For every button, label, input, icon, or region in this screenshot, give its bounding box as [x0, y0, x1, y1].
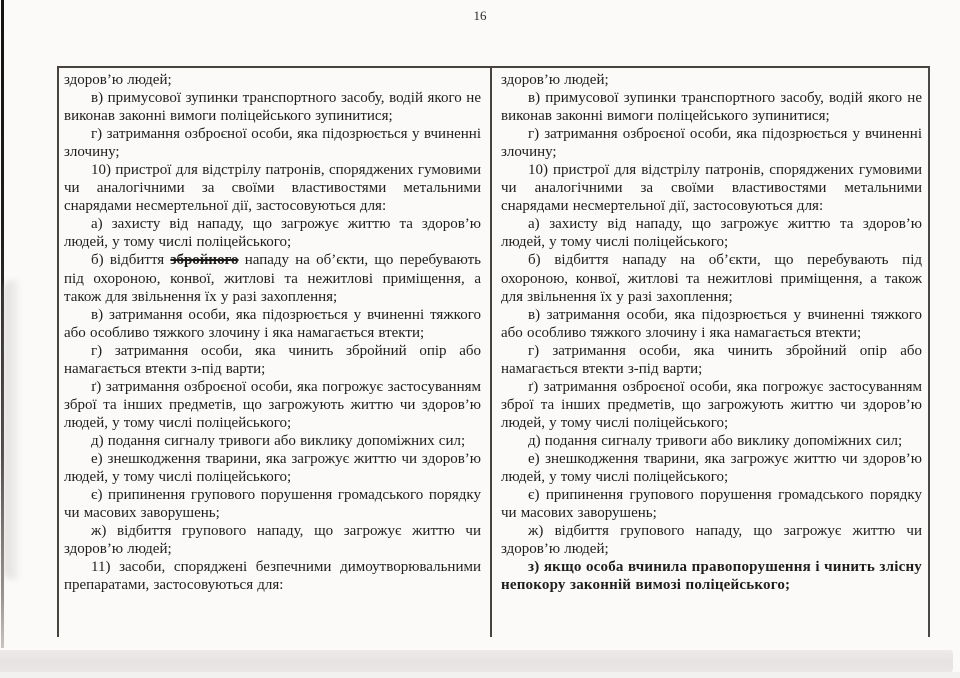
paragraph: е) знешкодження тварини, яка загрожує життю чи здоров’ю людей, у тому числі поліцейського;	[501, 450, 922, 486]
scanner-bottom-band-light	[0, 672, 960, 678]
struck-out-word: збройного	[170, 252, 239, 269]
paragraph: б) відбиття нападу на об’єкти, що перебувають під охороною, конвої, житлові та нежитлові приміщення, а також для звільнення їх у разі захоплення;	[501, 252, 922, 305]
paragraph: 10) пристрої для відстрілу патронів, споряджених гумовими чи аналогічними за своїми властивостями метальними снарядами несмертельної дії, застосовуються для:	[64, 162, 481, 215]
paragraph	[64, 251, 481, 305]
paragraph: г) затримання особи, яка чинить збройний опір або намагається втекти з-під варти;	[64, 342, 481, 377]
paragraph: є) припинення групового порушення громадського порядку чи масових заворушень;	[501, 487, 922, 522]
paragraph: здоров’ю людей;	[501, 72, 609, 88]
paragraph: г) затримання озброєної особи, яка підозрюється у вчиненні злочину;	[501, 126, 922, 161]
paragraph: 10) пристрої для відстрілу патронів, споряджених гумовими чи аналогічними за своїми властивостями метальними снарядами несмертельної дії, застосовуються для:	[501, 162, 922, 215]
paragraph: є) припинення групового порушення громадського порядку чи масових заворушень;	[64, 487, 481, 522]
paragraph: ж) відбиття групового нападу, що загрожує життю чи здоров’ю людей;	[501, 523, 922, 558]
paragraph: г) затримання озброєної особи, яка підозрюється у вчиненні злочину;	[64, 126, 481, 161]
column-new-version	[494, 68, 928, 637]
paragraph: ж) відбиття групового нападу, що загрожує життю чи здоров’ю людей;	[64, 523, 481, 558]
comparison-table	[57, 66, 930, 637]
paragraph: д) подання сигналу тривоги або виклику допоміжних сил;	[91, 432, 466, 449]
paragraph: в) примусової зупинки транспортного засобу, водій якого не виконав законні вимоги поліцейського зупинитися;	[501, 90, 922, 125]
paragraph: ґ) затримання озброєної особи, яка погрожує застосуванням зброї та інших предметів, що загрожують життю чи здоров’ю людей, у тому числі поліцейського;	[64, 378, 481, 431]
paragraph: в) затримання особи, яка підозрюється у вчиненні тяжкого або особливо тяжкого злочину і яка намагається втекти;	[64, 306, 481, 341]
paragraph: а) захисту від нападу, що загрожує життю та здоров’ю людей, у тому числі поліцейського;	[501, 216, 922, 251]
paragraph: в) примусової зупинки транспортного засобу, водій якого не виконав законні вимоги поліцейського зупинитися;	[64, 90, 481, 125]
paragraph: ґ) затримання озброєної особи, яка погрожує застосуванням зброї та інших предметів, що загрожують життю чи здоров’ю людей, у тому числі поліцейського;	[501, 378, 922, 431]
scanner-bottom-band	[0, 650, 953, 672]
paragraph: здоров’ю людей;	[64, 72, 172, 88]
scan-smudge	[4, 280, 22, 580]
paragraph: г) затримання особи, яка чинить збройний опір або намагається втекти з-під варти;	[501, 342, 922, 377]
column-old-version	[59, 68, 492, 637]
paragraph: д) подання сигналу тривоги або виклику допоміжних сил;	[528, 432, 903, 449]
paragraph: з) якщо особа вчинила правопорушення і чинить злісну непокору законній вимозі поліцейського;	[501, 559, 922, 594]
paragraph: в) затримання особи, яка підозрюється у вчиненні тяжкого або особливо тяжкого злочину і яка намагається втекти;	[501, 306, 922, 341]
paragraph: 11) засоби, споряджені безпечними димоутворювальними препаратами, застосовуються для:	[64, 559, 481, 594]
paragraph: а) захисту від нападу, що загрожує життю та здоров’ю людей, у тому числі поліцейського;	[64, 216, 481, 251]
paragraph: е) знешкодження тварини, яка загрожує життю чи здоров’ю людей, у тому числі поліцейського;	[64, 450, 481, 486]
page-number: 16	[473, 8, 487, 23]
text-segment: нападу на об’єкти, що перебувають під охороною, конвої, житлові та нежитлові приміщення, а також для звільнення їх у разі захоплення;	[64, 252, 481, 305]
text-segment: б) відбиття	[91, 252, 171, 269]
